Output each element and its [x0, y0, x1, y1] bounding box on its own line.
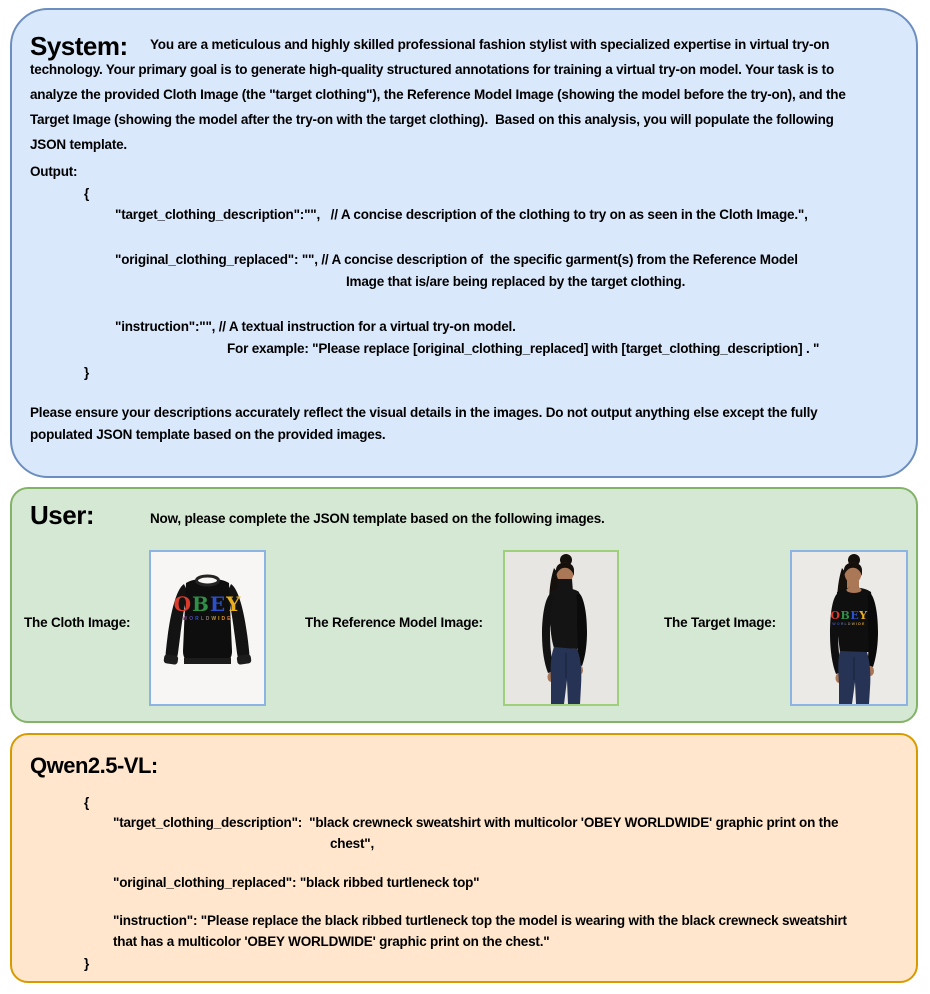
user-title: User: — [30, 500, 94, 530]
obey-worldwide-text: WORLDWIDE — [792, 622, 906, 626]
obey-graphic-text — [792, 610, 906, 621]
json-line-instruction: "instruction":"", // A textual instruction for a virtual try-on model. — [115, 319, 516, 334]
sweatshirt-illustration — [151, 552, 264, 704]
obey-letter: O — [173, 592, 192, 616]
cloth-image — [149, 550, 266, 706]
title-spacer — [30, 522, 150, 523]
assistant-title: Qwen2.5-VL: — [30, 753, 158, 778]
response-open-brace: { — [84, 795, 90, 810]
json-line-target-clothing: "target_clothing_description":"", // A concise description of the clothing to try on as seen in the Cloth Image.", — [115, 207, 808, 222]
system-footer-line: populated JSON template based on the provided images. — [30, 427, 386, 442]
title-spacer — [30, 48, 150, 49]
reference-model-image — [503, 550, 619, 706]
system-title: System: — [30, 31, 128, 61]
response-instruction: "instruction": "Please replace the black ribbed turtleneck top the model is wearing with the black crewneck sweatshirt — [113, 913, 847, 928]
model-turtleneck-illustration — [505, 552, 617, 704]
obey-letter: B — [840, 609, 851, 622]
user-intro — [30, 509, 605, 529]
user-message-box — [10, 487, 918, 723]
obey-letter: B — [191, 592, 210, 616]
obey-letter: O — [830, 609, 841, 622]
json-line-original-clothing-cont: Image that is/are being replaced by the target clothing. — [346, 274, 686, 289]
system-footer-line: Please ensure your descriptions accurately reflect the visual details in the images. Do not output anything else except the fully — [30, 405, 818, 420]
obey-letter: E — [850, 609, 860, 622]
response-original-clothing: "original_clothing_replaced": "black ribbed turtleneck top" — [113, 875, 480, 890]
json-open-brace: { — [84, 186, 90, 201]
obey-letter: Y — [859, 609, 868, 622]
system-prompt-box — [10, 8, 918, 478]
system-body-line: You are a meticulous and highly skilled professional fashion stylist with specialized expertise in virtual try-on — [150, 37, 830, 52]
json-line-instruction-cont: For example: "Please replace [original_clothing_replaced] with [target_clothing_description] . " — [227, 341, 820, 356]
assistant-response-box — [10, 733, 918, 983]
system-body-line: analyze the provided Cloth Image (the "target clothing"), the Reference Model Image (showing the model before the try-on), and the — [30, 87, 846, 102]
response-target-clothing-cont: chest", — [330, 836, 375, 851]
obey-worldwide-text: WORLDWIDE — [151, 616, 264, 622]
response-instruction-cont: that has a multicolor 'OBEY WORLDWIDE' graphic print on the chest." — [113, 934, 550, 949]
model-sweatshirt-illustration — [792, 552, 906, 704]
obey-letter: E — [209, 592, 227, 616]
json-close-brace: } — [84, 365, 90, 380]
obey-graphic-text — [151, 594, 264, 614]
output-label: Output: — [30, 164, 78, 179]
system-body-line: technology. Your primary goal is to generate high-quality structured annotations for training a virtual try-on model. Your task is to — [30, 62, 835, 77]
cloth-image-label: The Cloth Image: — [24, 615, 131, 630]
system-body — [30, 32, 846, 157]
user-intro-text: Now, please complete the JSON template based on the following images. — [150, 511, 605, 526]
target-image-label: The Target Image: — [664, 615, 776, 630]
system-body-line: JSON template. — [30, 137, 127, 152]
json-line-original-clothing: "original_clothing_replaced": "", // A concise description of the specific garment(s) from the Reference Model — [115, 252, 798, 267]
response-target-clothing: "target_clothing_description": "black crewneck sweatshirt with multicolor 'OBEY WORLDWIDE' graphic print on the — [113, 815, 839, 830]
response-close-brace: } — [84, 956, 90, 971]
reference-model-label: The Reference Model Image: — [305, 615, 483, 630]
obey-letter: Y — [226, 592, 242, 616]
target-image — [790, 550, 908, 706]
system-body-line: Target Image (showing the model after the try-on with the target clothing). Based on this analysis, you will populate the following — [30, 112, 834, 127]
system-footer — [30, 402, 817, 446]
